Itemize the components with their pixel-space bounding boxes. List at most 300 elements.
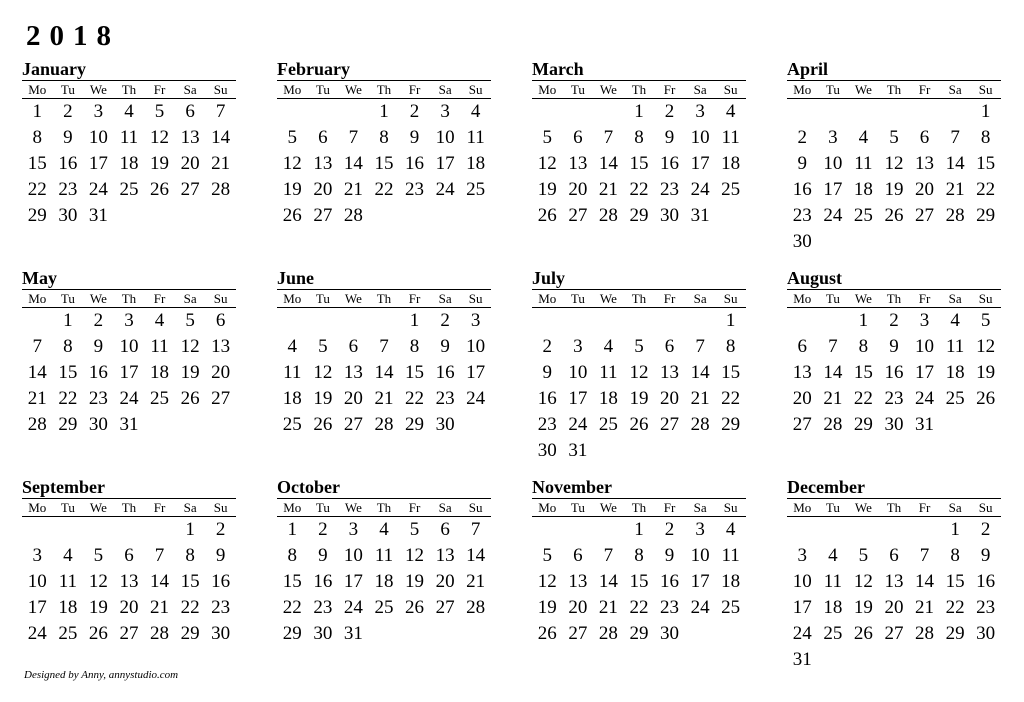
day-number: 13 xyxy=(180,127,200,148)
empty-cell xyxy=(909,517,940,543)
weekday-label: Fr xyxy=(408,82,421,97)
day-number: 20 xyxy=(343,388,363,409)
day-number: 18 xyxy=(374,571,394,592)
empty-cell xyxy=(593,99,624,125)
empty-cell xyxy=(563,308,594,334)
day-number: 26 xyxy=(537,205,557,226)
day-number: 28 xyxy=(374,414,394,435)
weekday-label: Mo xyxy=(538,82,557,97)
empty-cell xyxy=(532,99,563,125)
day-number: 9 xyxy=(409,127,420,148)
day-number: 28 xyxy=(598,623,618,644)
day-number: 17 xyxy=(690,153,710,174)
empty-cell xyxy=(848,517,879,543)
month-october xyxy=(277,476,491,647)
day-number: 13 xyxy=(211,336,231,357)
empty-cell xyxy=(787,99,818,125)
empty-cell xyxy=(144,517,175,543)
day-number: 8 xyxy=(287,545,298,566)
month-july xyxy=(532,267,746,464)
day-number: 13 xyxy=(119,571,139,592)
day-number: 1 xyxy=(63,310,73,331)
day-number: 14 xyxy=(27,362,47,383)
weekday-header xyxy=(787,498,1001,517)
day-number: 22 xyxy=(405,388,425,409)
day-number: 25 xyxy=(945,388,965,409)
day-number: 31 xyxy=(88,205,108,226)
empty-cell xyxy=(818,517,849,543)
day-number: 12 xyxy=(313,362,333,383)
weekday-label: Su xyxy=(978,82,993,97)
day-grid xyxy=(787,308,1001,438)
day-number: 7 xyxy=(470,519,481,540)
weekday-label: We xyxy=(599,82,617,97)
day-number: 15 xyxy=(27,153,47,174)
day-number: 27 xyxy=(884,623,904,644)
day-number: 31 xyxy=(568,440,588,461)
day-number: 20 xyxy=(180,153,200,174)
day-number: 13 xyxy=(915,153,935,174)
weekday-header xyxy=(277,289,491,308)
day-number: 30 xyxy=(435,414,455,435)
day-number: 31 xyxy=(792,649,812,670)
day-number: 15 xyxy=(405,362,425,383)
empty-cell xyxy=(369,308,400,334)
day-number: 9 xyxy=(440,336,450,357)
day-number: 18 xyxy=(721,153,741,174)
day-number: 30 xyxy=(88,414,108,435)
weekday-label: Mo xyxy=(283,500,302,515)
day-number: 20 xyxy=(119,597,139,618)
day-number: 7 xyxy=(348,127,359,148)
day-number: 8 xyxy=(858,336,869,357)
month-march xyxy=(532,58,746,229)
day-number: 6 xyxy=(919,127,930,148)
day-number: 31 xyxy=(915,414,935,435)
day-number: 3 xyxy=(573,336,583,357)
day-number: 23 xyxy=(792,205,812,226)
day-number: 29 xyxy=(853,414,873,435)
day-number: 9 xyxy=(797,153,808,174)
weekday-header xyxy=(22,498,236,517)
weekday-label: Sa xyxy=(948,291,962,306)
empty-cell xyxy=(53,517,84,543)
weekday-label: We xyxy=(599,500,617,515)
empty-cell xyxy=(685,308,716,334)
day-number: 18 xyxy=(58,597,78,618)
day-number: 7 xyxy=(603,127,614,148)
day-number: 14 xyxy=(915,571,935,592)
month-name: May xyxy=(22,268,57,288)
day-number: 26 xyxy=(88,623,108,644)
day-number: 23 xyxy=(435,388,455,409)
day-number: 10 xyxy=(88,127,108,148)
weekday-label: Tu xyxy=(60,291,75,306)
weekday-header xyxy=(787,80,1001,99)
day-number: 10 xyxy=(568,362,588,383)
day-number: 28 xyxy=(466,597,486,618)
day-number: 11 xyxy=(58,571,77,592)
day-number: 19 xyxy=(537,597,557,618)
day-number: 26 xyxy=(537,623,557,644)
weekday-header xyxy=(22,289,236,308)
day-number: 11 xyxy=(854,153,873,174)
weekday-label: Sa xyxy=(183,82,197,97)
day-number: 22 xyxy=(282,597,302,618)
empty-cell xyxy=(114,517,145,543)
month-name: June xyxy=(277,268,315,288)
day-number: 19 xyxy=(405,571,425,592)
day-number: 10 xyxy=(690,127,710,148)
day-number: 15 xyxy=(721,362,741,383)
month-name: February xyxy=(277,59,350,79)
day-number: 1 xyxy=(634,519,644,540)
day-number: 14 xyxy=(823,362,843,383)
weekday-label: Fr xyxy=(153,291,166,306)
day-number: 9 xyxy=(889,336,899,357)
day-number: 27 xyxy=(792,414,812,435)
day-number: 20 xyxy=(884,597,904,618)
empty-cell xyxy=(909,99,940,125)
day-number: 15 xyxy=(58,362,78,383)
day-number: 26 xyxy=(629,414,649,435)
weekday-label: We xyxy=(599,291,617,306)
day-number: 27 xyxy=(915,205,935,226)
day-number: 17 xyxy=(690,571,710,592)
day-number: 19 xyxy=(976,362,996,383)
day-number: 16 xyxy=(58,153,78,174)
weekday-label: Su xyxy=(468,500,483,515)
day-number: 25 xyxy=(150,388,170,409)
day-grid xyxy=(532,308,746,464)
weekday-label: Tu xyxy=(315,82,330,97)
day-number: 6 xyxy=(124,545,134,566)
weekday-header xyxy=(22,80,236,99)
day-number: 11 xyxy=(150,336,169,357)
day-number: 30 xyxy=(792,231,812,252)
day-number: 5 xyxy=(542,127,553,148)
day-number: 18 xyxy=(119,153,139,174)
day-number: 25 xyxy=(119,179,139,200)
day-number: 14 xyxy=(598,153,618,174)
day-number: 28 xyxy=(211,179,231,200)
day-number: 5 xyxy=(889,127,899,148)
day-number: 28 xyxy=(150,623,170,644)
day-number: 29 xyxy=(945,623,965,644)
weekday-label: Fr xyxy=(408,291,421,306)
day-number: 20 xyxy=(660,388,680,409)
weekday-label: We xyxy=(89,291,107,306)
weekday-label: Tu xyxy=(825,500,840,515)
day-number: 8 xyxy=(63,336,73,357)
weekday-label: We xyxy=(854,82,872,97)
month-may xyxy=(22,267,236,438)
empty-cell xyxy=(308,99,339,125)
day-number: 1 xyxy=(287,519,298,540)
day-number: 22 xyxy=(629,597,649,618)
day-number: 16 xyxy=(537,388,557,409)
day-number: 5 xyxy=(409,519,420,540)
day-number: 25 xyxy=(282,414,302,435)
empty-cell xyxy=(848,99,879,125)
day-number: 22 xyxy=(374,179,394,200)
day-number: 29 xyxy=(629,623,649,644)
day-number: 4 xyxy=(379,519,389,540)
day-number: 1 xyxy=(185,519,195,540)
page-title: 2018 xyxy=(26,20,120,52)
day-number: 19 xyxy=(313,388,333,409)
day-number: 15 xyxy=(629,571,649,592)
weekday-label: Tu xyxy=(570,82,585,97)
day-number: 22 xyxy=(629,179,649,200)
day-number: 5 xyxy=(185,310,195,331)
day-number: 16 xyxy=(405,153,425,174)
day-number: 30 xyxy=(884,414,904,435)
weekday-label: Tu xyxy=(60,500,75,515)
day-number: 13 xyxy=(792,362,812,383)
day-number: 29 xyxy=(976,205,996,226)
empty-cell xyxy=(787,308,818,334)
day-number: 18 xyxy=(150,362,170,383)
weekday-label: Sa xyxy=(438,500,452,515)
day-number: 30 xyxy=(211,623,231,644)
day-number: 17 xyxy=(792,597,812,618)
day-number: 23 xyxy=(976,597,996,618)
day-number: 22 xyxy=(945,597,965,618)
day-number: 23 xyxy=(58,179,78,200)
month-name: September xyxy=(22,477,105,497)
day-number: 1 xyxy=(725,310,736,331)
day-number: 6 xyxy=(573,127,583,148)
weekday-label: Fr xyxy=(918,291,931,306)
day-number: 5 xyxy=(93,545,104,566)
weekday-label: Sa xyxy=(948,500,962,515)
day-number: 3 xyxy=(93,101,104,122)
day-number: 2 xyxy=(542,336,553,357)
day-number: 5 xyxy=(542,545,553,566)
weekday-label: Su xyxy=(213,82,228,97)
day-number: 11 xyxy=(823,571,842,592)
month-september xyxy=(22,476,236,647)
day-number: 9 xyxy=(980,545,991,566)
day-number: 24 xyxy=(690,179,710,200)
weekday-label: Su xyxy=(723,82,738,97)
day-number: 27 xyxy=(313,205,333,226)
day-number: 4 xyxy=(858,127,869,148)
day-number: 4 xyxy=(470,101,481,122)
day-number: 11 xyxy=(721,545,740,566)
weekday-label: Sa xyxy=(948,82,962,97)
weekday-label: Tu xyxy=(60,82,75,97)
day-number: 20 xyxy=(792,388,812,409)
day-number: 28 xyxy=(343,205,363,226)
day-number: 9 xyxy=(664,545,675,566)
day-number: 16 xyxy=(976,571,996,592)
month-name: March xyxy=(532,59,584,79)
day-number: 24 xyxy=(915,388,935,409)
day-number: 28 xyxy=(690,414,710,435)
day-number: 11 xyxy=(599,362,618,383)
day-number: 13 xyxy=(660,362,680,383)
day-number: 27 xyxy=(660,414,680,435)
weekday-label: Th xyxy=(631,82,647,97)
day-number: 24 xyxy=(690,597,710,618)
day-number: 18 xyxy=(823,597,843,618)
weekday-label: Su xyxy=(723,500,738,515)
day-number: 29 xyxy=(405,414,425,435)
day-number: 2 xyxy=(797,127,808,148)
day-number: 30 xyxy=(313,623,333,644)
day-number: 2 xyxy=(980,519,991,540)
day-number: 13 xyxy=(884,571,904,592)
day-number: 5 xyxy=(287,127,298,148)
day-number: 1 xyxy=(858,310,869,331)
day-number: 10 xyxy=(27,571,47,592)
weekday-label: Th xyxy=(886,291,902,306)
day-number: 25 xyxy=(823,623,843,644)
weekday-header xyxy=(532,80,746,99)
month-august xyxy=(787,267,1001,438)
weekday-label: We xyxy=(854,291,872,306)
weekday-label: We xyxy=(89,82,107,97)
day-number: 19 xyxy=(537,179,557,200)
month-name: January xyxy=(22,59,87,79)
day-number: 19 xyxy=(853,597,873,618)
day-number: 12 xyxy=(150,127,170,148)
day-number: 26 xyxy=(282,205,302,226)
month-name: April xyxy=(787,59,829,79)
weekday-label: Fr xyxy=(408,500,421,515)
month-february xyxy=(277,58,491,229)
day-grid xyxy=(22,517,236,647)
day-number: 21 xyxy=(690,388,710,409)
weekday-label: Tu xyxy=(825,291,840,306)
month-name: July xyxy=(532,268,566,288)
weekday-label: Su xyxy=(978,291,993,306)
empty-cell xyxy=(22,517,53,543)
day-number: 15 xyxy=(374,153,394,174)
day-number: 23 xyxy=(884,388,904,409)
day-number: 30 xyxy=(660,623,680,644)
day-number: 22 xyxy=(27,179,47,200)
day-number: 7 xyxy=(154,545,165,566)
day-number: 5 xyxy=(634,336,644,357)
weekday-label: Tu xyxy=(315,500,330,515)
day-number: 14 xyxy=(343,153,363,174)
day-number: 22 xyxy=(180,597,200,618)
weekday-label: We xyxy=(344,82,362,97)
empty-cell xyxy=(593,517,624,543)
day-number: 7 xyxy=(828,336,838,357)
day-number: 19 xyxy=(282,179,302,200)
day-number: 24 xyxy=(435,179,455,200)
day-number: 21 xyxy=(945,179,965,200)
day-number: 6 xyxy=(185,101,195,122)
weekday-label: Sa xyxy=(693,500,707,515)
empty-cell xyxy=(624,308,655,334)
day-number: 22 xyxy=(58,388,78,409)
day-number: 20 xyxy=(435,571,455,592)
day-number: 16 xyxy=(792,179,812,200)
day-number: 12 xyxy=(629,362,649,383)
day-number: 7 xyxy=(919,545,930,566)
day-number: 12 xyxy=(884,153,904,174)
day-number: 10 xyxy=(466,336,486,357)
day-number: 5 xyxy=(318,336,328,357)
day-number: 13 xyxy=(435,545,455,566)
day-grid xyxy=(532,99,746,229)
day-number: 17 xyxy=(343,571,363,592)
empty-cell xyxy=(593,308,624,334)
day-number: 12 xyxy=(405,545,425,566)
day-number: 23 xyxy=(537,414,557,435)
day-grid xyxy=(532,517,746,647)
day-number: 4 xyxy=(725,519,736,540)
day-number: 15 xyxy=(629,153,649,174)
day-number: 12 xyxy=(853,571,873,592)
day-number: 12 xyxy=(180,336,200,357)
weekday-label: Sa xyxy=(438,82,452,97)
day-number: 8 xyxy=(409,336,420,357)
empty-cell xyxy=(338,308,369,334)
day-number: 1 xyxy=(634,101,644,122)
day-number: 4 xyxy=(725,101,736,122)
day-number: 19 xyxy=(884,179,904,200)
weekday-label: Th xyxy=(121,82,137,97)
day-grid xyxy=(787,517,1001,673)
day-number: 17 xyxy=(27,597,47,618)
weekday-label: Th xyxy=(121,291,137,306)
day-number: 25 xyxy=(598,414,618,435)
weekday-label: We xyxy=(854,500,872,515)
empty-cell xyxy=(308,308,339,334)
day-number: 12 xyxy=(282,153,302,174)
weekday-label: We xyxy=(344,291,362,306)
day-number: 8 xyxy=(379,127,389,148)
day-number: 5 xyxy=(858,545,869,566)
day-number: 6 xyxy=(664,336,675,357)
day-number: 19 xyxy=(88,597,108,618)
day-number: 1 xyxy=(379,101,389,122)
day-number: 14 xyxy=(150,571,170,592)
day-number: 13 xyxy=(568,571,588,592)
day-number: 15 xyxy=(853,362,873,383)
day-number: 4 xyxy=(828,545,838,566)
day-number: 2 xyxy=(409,101,420,122)
day-number: 21 xyxy=(598,597,618,618)
day-number: 3 xyxy=(32,545,43,566)
day-number: 23 xyxy=(88,388,108,409)
day-number: 27 xyxy=(211,388,231,409)
day-number: 22 xyxy=(853,388,873,409)
empty-cell xyxy=(563,517,594,543)
weekday-header xyxy=(277,80,491,99)
day-number: 21 xyxy=(374,388,394,409)
day-number: 21 xyxy=(150,597,170,618)
weekday-label: We xyxy=(89,500,107,515)
day-number: 11 xyxy=(374,545,394,566)
day-number: 24 xyxy=(823,205,843,226)
day-number: 30 xyxy=(976,623,996,644)
day-number: 4 xyxy=(287,336,298,357)
day-number: 1 xyxy=(980,101,991,122)
day-number: 20 xyxy=(568,179,588,200)
day-number: 3 xyxy=(695,519,705,540)
day-number: 23 xyxy=(211,597,231,618)
day-number: 25 xyxy=(466,179,486,200)
weekday-label: Su xyxy=(213,500,228,515)
day-number: 8 xyxy=(725,336,736,357)
